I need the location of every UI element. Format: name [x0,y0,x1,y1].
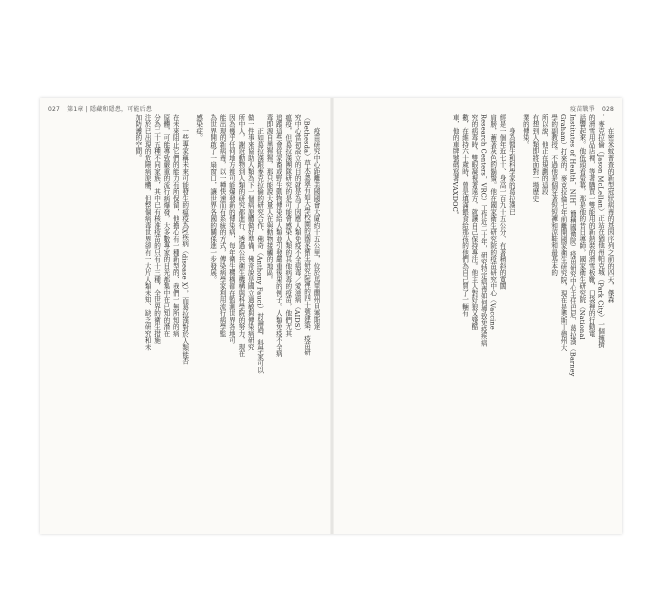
text-column: Institutes of Health，NIH，簡稱國衛院）疫苗研究中心主任巴尼．葛拉漢（Barney [568,114,577,377]
text-column: 加防護的空間。 [133,114,142,162]
book-gutter [330,98,334,534]
left-page-header [48,104,157,113]
text-column: 車，他的車牌號碼寫著VAXDOC。 [451,114,460,219]
text-column: 有想到人類即將面對一場歷史 [530,114,539,202]
text-column: 能出現的新病毒，以一種快速而有系統的方式，傳染病學家利用流行病學監 [218,114,227,337]
text-column: 數，在維持六十歲時，曾是填滿餵食給那孩的他們為自己買了一輛有 [460,114,469,317]
left-chapter-title: 第1章 | 隱藏和隱患，可能后患 [67,106,153,113]
text-column: （Bethesda）草木葱翠有如大學校園的國家衛生研究院裡的四十號建築，疫苗研 [302,114,311,356]
text-column: 一些專家稱未來可能發生的瘟疫為X疾病（disease X），而葛拉漢對於人類能否 [180,127,189,365]
text-column: 業的傳染。 [521,114,530,148]
left-page-number: 027 [48,106,61,113]
text-column: 注於已出現的危險病原體，但整個病毒世界卻有一大片人類未知、缺乏研究和未 [143,114,152,351]
text-column: 所中人，謝冠動物到人類的研究都進行，透過公共衛生機構與科學院的努力，現在 [236,114,245,357]
text-column: 究的病毒時，雙眼凝視著遠方，就讓自己保持專注。他主人對好狼又殘酷 [469,114,478,330]
text-column: 究中心當初設立的目的就是為了因應人類免疫不全病毒／愛滋病（AIDS） [293,114,302,335]
text-column: 追蹤這些會從家畜或野生動物傳染給人類並引發嚴重後果的例子。人類免疫不全病 [274,114,283,357]
text-column: 分為二十五種不同家族，其中已有核准疫苗的只有十三種，全世界的衛生措施 [152,114,161,344]
book-spread [40,98,622,534]
right-page-header [565,104,614,113]
text-column: 毒即源自黑猩猩，那只能說大量人在與動物接觸的地區。 [265,114,274,283]
text-column: 做一件事來協助人類為下一個病原體做好準備，佛奇說是國立過敏與傳染病研究 [246,114,255,351]
text-column: 肩膀，蓄著灰色的鬍鬚。他在國家衛生研究院的疫苗研究中心（Vaccine [488,114,497,330]
text-column: 為世界開啟了一扇窗口，讓世界各國的關係進一步發展。 [208,114,217,283]
text-column: 學的副教授。不過他是個穿著短短褲和涼鞋和最基本的 [549,114,558,276]
text-column: 在未來阻止它們的能力有所保留，他擔心有一種新型的、我們一無所知的病 [171,114,180,337]
text-column: 的滑雪用品店裡，等著購買一雙能用的新熱裝的滑雪板靴，口袋裡的行動電 [587,114,596,337]
text-column: Graham）打來的。麥克拉倫七年前離開國家衛生研究院，現在是奧斯丁德州大 [559,114,568,351]
text-column: 經是一個年近七十、身高一百九十五公分、有著精斜的寬闊 [498,114,507,290]
text-column: 所以說，他正在規劃的這段 [540,114,549,195]
right-page-number: 028 [601,106,614,113]
text-column: 話響起來。他低頭看螢幕，那是他的昔日導師，國家衛生研究院（National [577,114,586,340]
text-column: ．麥克拉倫（Jason McLellan）正站在猶他州帕克城（Park City）一個擁擠 [596,114,605,349]
text-column: 身為醫生和科學家的葛拉漢已 [507,127,516,216]
right-running-title: 疫苗戰爭 [570,106,595,113]
left-page-text [56,114,320,524]
right-page-text [342,114,614,524]
text-column: 正如葛拉漢跟麥克拉倫的研究合作，佛奇（Anthony Fauci）討論過，科學家可以 [255,127,264,374]
text-column: 瘟疫，但葛拉漢團隊研究的是可能會感染人類的其他病毒的疫苗，他們尤其 [283,114,292,337]
text-column: 在密米蚊普查的新型冠狀病毒的基因序列之前的四天，傑森 [606,127,614,303]
text-column: 原體，可能導致嚴重的流行病爆發，大多數專家的目光都集中在已知的潛在 [161,114,170,337]
text-column: 疫苗研究中心距離美國國會大廈約十五公里，位於馬里蘭州貝塞斯達 [312,127,320,330]
text-column: 因為幾乎任何地方都可能爆發新的傳染病，每年衛生機構都在監測世界各地可 [227,114,236,344]
text-column: Research Centers，VRC）工作近二十年，研究特定病毒如何導致免疫疾病 [479,114,488,347]
text-column: 感染症。 [194,114,203,141]
